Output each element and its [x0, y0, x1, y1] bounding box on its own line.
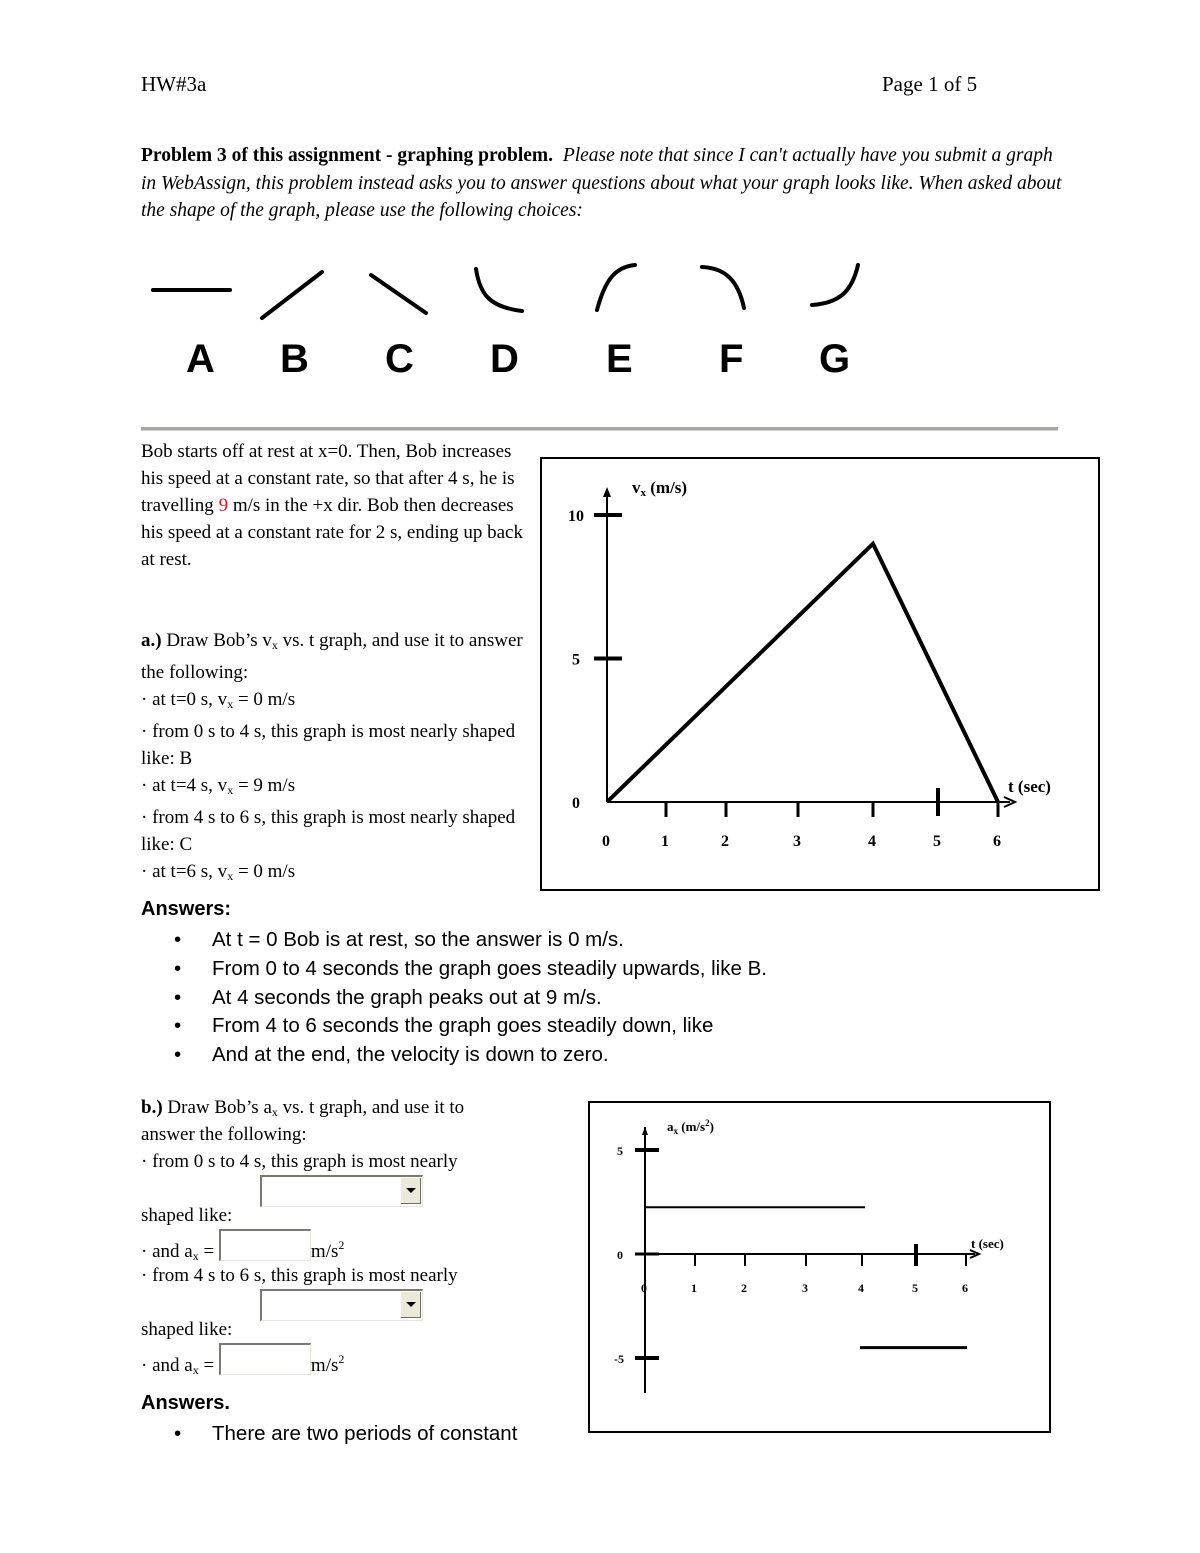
x-tick-label: 3 — [793, 833, 801, 850]
highlighted-speed: 9 — [218, 495, 229, 516]
part-b-questions — [141, 1094, 571, 1376]
answers-a-title: Answers: — [141, 898, 232, 920]
unit-label: m/s — [310, 1241, 339, 1262]
line-text: · from 4 s to 6 s, this graph is most nearly shaped like: C — [141, 807, 516, 855]
y-tick-label: -5 — [614, 1352, 624, 1366]
subscript: x — [227, 869, 234, 883]
answer-text: There are two periods of constant — [212, 1422, 518, 1445]
x-tick-label: 4 — [868, 833, 876, 850]
line-value: = 0 m/s — [233, 861, 296, 882]
answer-text: At 4 seconds the graph peaks out at 9 m/s. — [212, 985, 602, 1009]
y-axis-label: $a_x$ $(m/s^2)$ — [667, 1118, 714, 1136]
section-divider — [141, 427, 1058, 431]
shape-label-e: E — [606, 337, 633, 381]
part-a-label: a.) — [141, 630, 162, 651]
answer-item — [141, 1041, 901, 1070]
answer-text: At t = 0 Bob is at rest, so the answer is 0 m/s. — [212, 928, 624, 951]
x-tick-label: 1 — [691, 1281, 697, 1295]
answer-item — [141, 955, 901, 984]
part-a-title-text-2: vs. t graph, and use it to answer the following: — [141, 630, 523, 683]
problem-intro — [141, 142, 1071, 225]
shaped-like-label: shaped like: — [141, 1205, 233, 1226]
answers-b-title: Answers. — [141, 1392, 230, 1414]
shape-select-row-2 — [141, 1289, 571, 1343]
ax-input-0-4s[interactable] — [219, 1229, 311, 1261]
x-tick-label: 4 — [858, 1281, 864, 1295]
shape-e-curve — [597, 265, 635, 310]
part-a-title — [141, 627, 541, 686]
subscript: x — [192, 1249, 199, 1263]
shape-f-curve — [702, 267, 744, 308]
shape-c-falling-line — [371, 275, 426, 313]
chevron-down-icon[interactable] — [401, 1292, 421, 1318]
subscript: x — [227, 697, 234, 711]
shape-choices-drawing — [140, 255, 880, 335]
y-axis-label: vx (m/s) — [632, 478, 688, 499]
y-tick-label: 10 — [568, 508, 584, 525]
line-text: · at t=0 s, v — [141, 689, 228, 710]
shape-b-rising-line — [262, 272, 322, 318]
part-a-line — [141, 686, 541, 718]
unit-label: m/s — [310, 1355, 339, 1376]
x-tick-label: 2 — [741, 1281, 747, 1295]
answer-text: From 4 to 6 seconds the graph goes steadily down, like — [212, 1014, 714, 1038]
subscript: x — [227, 783, 234, 797]
answers-b-list — [141, 1420, 581, 1449]
y-axis-arrow-icon — [603, 487, 611, 497]
velocity-line — [607, 544, 998, 802]
answer-item — [141, 1012, 901, 1041]
line-text: · at t=4 s, v — [141, 775, 228, 796]
part-b-label: b.) — [141, 1097, 163, 1118]
shape-label-a: A — [186, 337, 215, 381]
part-b-title-text-2: vs. t graph, and use it to — [277, 1097, 465, 1118]
shaped-like-label: shaped like: — [141, 1319, 233, 1340]
question-0-4s: · from 0 s to 4 s, this graph is most nearly — [141, 1151, 458, 1172]
x-tick-label: 5 — [933, 833, 941, 850]
subscript: x — [271, 1105, 278, 1119]
shape-select-row-1 — [141, 1175, 571, 1229]
bullet: • — [174, 985, 182, 1009]
velocity-graph — [540, 457, 1100, 891]
shape-label-g: G — [819, 337, 851, 381]
y-axis-arrow-icon — [642, 1127, 648, 1135]
y-tick-label: 5 — [572, 651, 580, 669]
line-text: · at t=6 s, v — [141, 861, 228, 882]
problem-text-part2: m/s in the +x dir. Bob then decreases his speed at a constant rate for 2 s, ending up back at rest. — [141, 495, 523, 570]
superscript: 2 — [338, 1352, 345, 1366]
bullet: • — [174, 1422, 182, 1445]
shape-label-d: D — [490, 337, 519, 381]
shape-g-curve — [812, 265, 858, 305]
part-a-line — [141, 804, 541, 858]
shape-select-0-4s[interactable] — [260, 1175, 423, 1207]
shape-label-c: C — [385, 337, 414, 381]
bullet: • — [174, 1014, 182, 1038]
part-a-line — [141, 772, 541, 804]
x-tick-label: 6 — [962, 1281, 968, 1295]
doc-header-title: HW#3a — [141, 72, 207, 96]
shape-choices — [140, 255, 880, 385]
shape-label-f: F — [719, 337, 744, 381]
part-a-line — [141, 718, 541, 772]
x-axis-label: t (sec) — [971, 1236, 1004, 1251]
equals: = — [198, 1355, 215, 1376]
problem-text-part1: Bob starts off at rest at x=0. Then, Bob increases his speed at a constant rate, so that after 4 s, he is travelling — [141, 441, 515, 516]
line-value: = 9 m/s — [233, 775, 296, 796]
line-value: = 0 m/s — [233, 689, 296, 710]
part-b-title-line2: answer the following: — [141, 1124, 307, 1145]
line-text: · from 0 s to 4 s, this graph is most nearly shaped like: B — [141, 721, 516, 769]
question-4-6s: · from 4 s to 6 s, this graph is most nearly — [141, 1265, 458, 1286]
ax-input-row-2 — [141, 1343, 571, 1376]
subscript: x — [192, 1363, 199, 1377]
acceleration-graph-svg — [590, 1103, 1049, 1431]
ax-input-4-6s[interactable] — [219, 1343, 311, 1375]
answer-text: From 0 to 4 seconds the graph goes steadily upwards, like B. — [212, 956, 767, 980]
ax-input-row-1 — [141, 1229, 571, 1262]
subscript: x — [271, 638, 278, 652]
answer-item — [141, 984, 901, 1013]
part-a-title-text: Draw Bob’s v — [161, 630, 272, 651]
problem-instructions: Please note that since I can't actually have you submit a graph in WebAssign, this problem instead asks you to answer questions about what your graph looks like. When asked about the shape of the graph, please use the following choices: — [141, 145, 1062, 221]
bullet: • — [174, 928, 182, 951]
x-tick-label: 5 — [912, 1281, 918, 1295]
answers-a-list — [141, 926, 901, 1070]
problem-statement — [141, 438, 531, 573]
x-axis-label: t (sec) — [1008, 777, 1051, 796]
x-tick-label: 0 — [641, 1281, 647, 1295]
x-tick-label: 0 — [602, 833, 610, 850]
y-tick-label: 5 — [617, 1144, 623, 1158]
and-ax-label: · and a — [141, 1355, 193, 1376]
shape-d-curve — [476, 269, 522, 311]
part-b-title — [141, 1094, 571, 1121]
velocity-graph-svg — [542, 459, 1098, 889]
page-number: Page 1 of 5 — [882, 72, 978, 96]
part-a-questions — [141, 627, 541, 890]
chevron-down-icon[interactable] — [401, 1178, 421, 1204]
y-tick-label: 0 — [617, 1248, 623, 1262]
y-tick-label: 0 — [572, 795, 580, 812]
shape-select-4-6s[interactable] — [260, 1289, 423, 1321]
equals: = — [198, 1241, 215, 1262]
and-ax-label: · and a — [141, 1241, 193, 1262]
problem-heading: Problem 3 of this assignment - graphing problem. — [141, 145, 554, 166]
x-tick-label: 6 — [993, 833, 1001, 850]
part-a-line — [141, 858, 541, 890]
answer-item — [141, 926, 901, 955]
part-b-title-text: Draw Bob’s a — [162, 1097, 272, 1118]
x-tick-label: 3 — [802, 1281, 808, 1295]
answer-text: And at the end, the velocity is down to zero. — [212, 1043, 609, 1067]
bullet: • — [174, 956, 182, 980]
x-tick-label: 2 — [721, 833, 729, 850]
superscript: 2 — [338, 1238, 345, 1252]
answer-item — [141, 1420, 581, 1449]
acceleration-graph — [588, 1101, 1051, 1433]
y-axis-label-sub: x — [640, 487, 646, 499]
bullet: • — [174, 1043, 182, 1067]
shape-label-b: B — [280, 337, 309, 381]
x-tick-label: 1 — [661, 833, 669, 850]
